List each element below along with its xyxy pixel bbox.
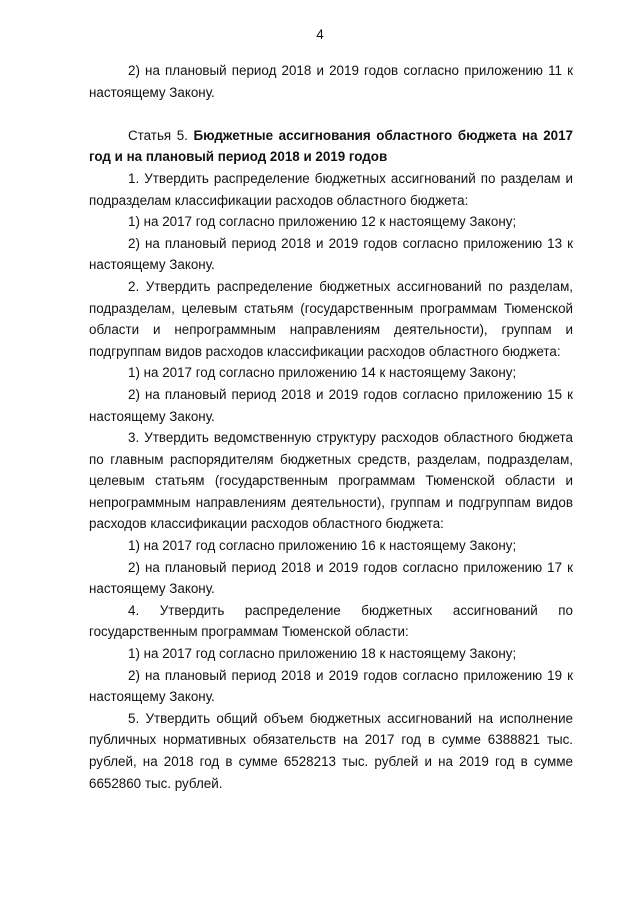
paragraph-2: 2. Утвердить распределение бюджетных ассигнований по разделам, подразделам, целевым статьям (государственным программам Тюменской области и непрограммным направлениям деятельности), группам и подгруппам видов расходов классификации расходов областного бюджета: bbox=[89, 278, 573, 359]
document-body bbox=[89, 60, 573, 794]
article-title: Бюджетные ассигнования областного бюджета на 2017 год и на плановый период 2018 и 2019 годов bbox=[89, 127, 573, 165]
paragraph-2-item-2: 2) на плановый период 2018 и 2019 годов согласно приложению 15 к настоящему Закону. bbox=[89, 386, 573, 424]
paragraph-4: 4. Утвердить распределение бюджетных ассигнований по государственным программам Тюменской области: bbox=[89, 602, 573, 640]
paragraph-1: 1. Утвердить распределение бюджетных ассигнований по разделам и подразделам классификации расходов областного бюджета: bbox=[89, 170, 573, 208]
intro-item: 2) на плановый период 2018 и 2019 годов согласно приложению 11 к настоящему Закону. bbox=[89, 63, 573, 100]
paragraph-1-item-2: 2) на плановый период 2018 и 2019 годов согласно приложению 13 к настоящему Закону. bbox=[89, 235, 573, 273]
paragraph-4-item-1: 1) на 2017 год согласно приложению 18 к настоящему Закону; bbox=[128, 646, 517, 662]
paragraph-1-item-1: 1) на 2017 год согласно приложению 12 к настоящему Закону; bbox=[128, 214, 517, 230]
page-number: 4 bbox=[316, 27, 324, 42]
paragraph-5: 5. Утвердить общий объем бюджетных ассигнований на исполнение публичных нормативных обязательств на 2017 год в сумме 6388821 тыс. рублей, на 2018 год в сумме 6528213 тыс. рублей и на 2019 год в сумме 6652860 тыс. рублей. bbox=[89, 710, 573, 791]
article-heading bbox=[89, 125, 573, 168]
paragraph-3: 3. Утвердить ведомственную структуру расходов областного бюджета по главным распорядителям бюджетных средств, разделам, подразделам, целевым статьям (государственным программам Тюменской области и непрограммным направлениям деятельности), группам и подгруппам видов расходов классификации расходов областного бюджета: bbox=[89, 430, 573, 532]
paragraph-4-item-2: 2) на плановый период 2018 и 2019 годов согласно приложению 19 к настоящему Закону. bbox=[89, 667, 573, 705]
paragraph-3-item-2: 2) на плановый период 2018 и 2019 годов согласно приложению 17 к настоящему Закону. bbox=[89, 559, 573, 597]
paragraph-3-item-1: 1) на 2017 год согласно приложению 16 к настоящему Закону; bbox=[128, 538, 517, 554]
section-spacer bbox=[89, 103, 573, 125]
article-label: Статья 5. bbox=[128, 127, 188, 143]
paragraph-2-item-1: 1) на 2017 год согласно приложению 14 к настоящему Закону; bbox=[128, 365, 517, 381]
